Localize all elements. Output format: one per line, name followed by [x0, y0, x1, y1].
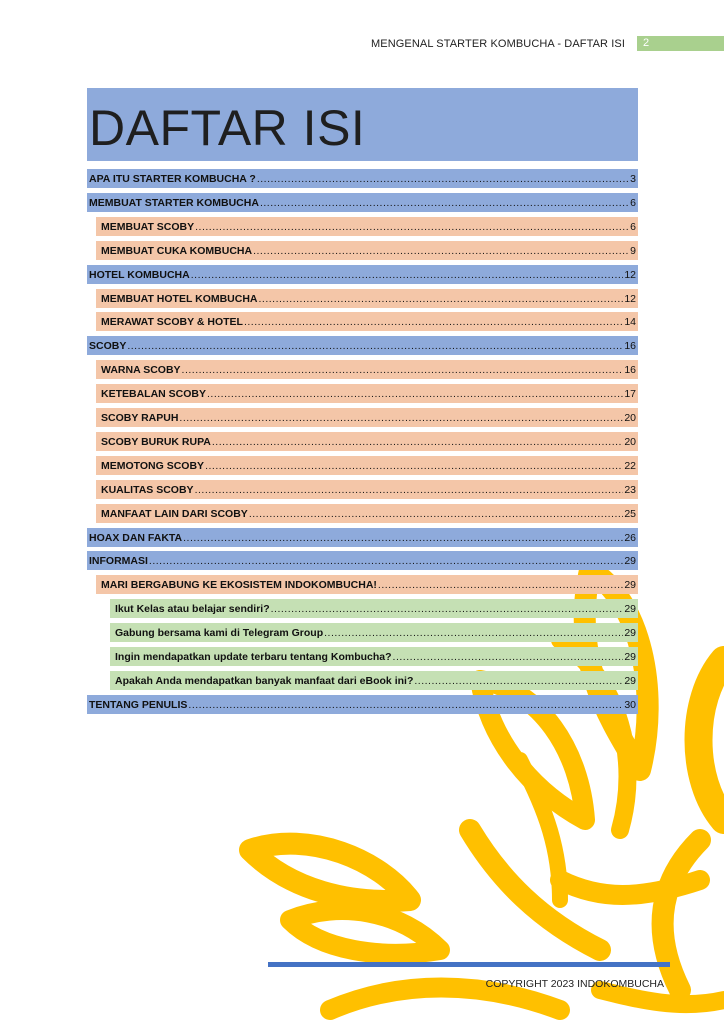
toc-entry-page: 16: [624, 340, 636, 353]
toc-entry-page: 22: [624, 459, 636, 472]
toc-entry-page: 29: [624, 603, 636, 616]
toc-entry-page: 16: [624, 364, 636, 377]
toc-entry[interactable]: [96, 575, 638, 594]
toc-entry-page: 30: [624, 698, 636, 711]
toc-entry[interactable]: [96, 432, 638, 451]
toc-entry[interactable]: [87, 169, 638, 188]
copyright-text: COPYRIGHT 2023 INDOKOMBUCHA: [485, 978, 664, 990]
toc-dot-leader: [188, 699, 623, 711]
toc-entry[interactable]: [96, 360, 638, 379]
toc-entry[interactable]: [87, 265, 638, 284]
toc-entry-page: 29: [624, 579, 636, 592]
toc-dot-leader: [149, 555, 623, 567]
toc-entry-title: SCOBY: [89, 340, 127, 353]
toc-entry-page: 20: [624, 412, 636, 424]
toc-entry-title: WARNA SCOBY: [101, 364, 181, 377]
toc-dot-leader: [182, 364, 624, 376]
toc-entry-page: 6: [630, 196, 636, 209]
toc-entry-page: 3: [630, 173, 636, 185]
toc-dot-leader: [244, 316, 623, 328]
toc-entry[interactable]: [87, 551, 638, 570]
toc-entry-title: APA ITU STARTER KOMBUCHA ?: [89, 173, 256, 185]
toc-heading-band: [87, 88, 638, 161]
toc-entry-page: 20: [624, 435, 636, 448]
toc-entry[interactable]: [96, 289, 638, 308]
toc-dot-leader: [257, 173, 629, 185]
toc-entry-title: SCOBY RAPUH: [101, 412, 179, 424]
toc-entry-page: 12: [624, 292, 636, 305]
toc-dot-leader: [212, 436, 623, 448]
page-number-badge: 2: [637, 36, 724, 51]
toc-entry-page: 29: [624, 674, 636, 687]
toc-entry-page: 29: [624, 627, 636, 640]
toc-entry-title: Gabung bersama kami di Telegram Group: [115, 627, 324, 640]
toc-dot-leader: [191, 269, 624, 281]
toc-entry[interactable]: [96, 217, 638, 236]
toc-dot-leader: [393, 651, 624, 663]
toc-entry[interactable]: [110, 671, 638, 690]
toc-entry[interactable]: [110, 599, 638, 618]
toc-entry-page: 17: [624, 388, 636, 401]
toc-entry[interactable]: [96, 480, 638, 499]
toc-entry[interactable]: [87, 695, 638, 714]
toc-entry[interactable]: [87, 528, 638, 547]
toc-entry-page: 14: [624, 316, 636, 329]
toc-dot-leader: [207, 388, 623, 400]
toc-entry[interactable]: [110, 647, 638, 666]
toc-entry-title: MEMBUAT STARTER KOMBUCHA: [89, 196, 259, 209]
toc-entry-page: 6: [630, 220, 636, 233]
toc-entry-title: Ikut Kelas atau belajar sendiri?: [115, 603, 270, 616]
toc-entry-title: MARI BERGABUNG KE EKOSISTEM INDOKOMBUCHA!: [101, 579, 377, 592]
toc-entry-page: 26: [624, 531, 636, 544]
toc-dot-leader: [183, 532, 623, 544]
toc-dot-leader: [324, 627, 623, 639]
toc-entry-title: HOAX DAN FAKTA: [89, 531, 183, 544]
toc-entry[interactable]: [96, 312, 638, 331]
toc-dot-leader: [127, 340, 623, 352]
toc-dot-leader: [260, 197, 629, 209]
toc-entry-title: MEMBUAT SCOBY: [101, 220, 195, 233]
toc-dot-leader: [378, 579, 623, 591]
toc-entry[interactable]: [96, 504, 638, 523]
toc-entry-title: SCOBY BURUK RUPA: [101, 435, 211, 448]
toc-entry-title: TENTANG PENULIS: [89, 698, 188, 711]
toc-dot-leader: [414, 675, 623, 687]
toc-entry-title: KUALITAS SCOBY: [101, 483, 194, 496]
toc-dot-leader: [253, 245, 629, 257]
toc-entry[interactable]: [110, 623, 638, 642]
toc-entry-title: INFORMASI: [89, 555, 148, 568]
toc-entry-title: HOTEL KOMBUCHA: [89, 268, 190, 281]
toc-entry[interactable]: [96, 408, 638, 427]
toc-dot-leader: [195, 484, 624, 496]
toc-dot-leader: [259, 293, 624, 305]
toc-entry-title: MERAWAT SCOBY & HOTEL: [101, 316, 243, 329]
toc-entry-title: MANFAAT LAIN DARI SCOBY: [101, 507, 248, 520]
toc-entry-title: MEMBUAT HOTEL KOMBUCHA: [101, 292, 258, 305]
toc-dot-leader: [195, 221, 629, 233]
toc-entry-page: 23: [624, 483, 636, 496]
toc-entry-title: Apakah Anda mendapatkan banyak manfaat dari eBook ini?: [115, 674, 414, 687]
toc-entry[interactable]: [96, 456, 638, 475]
toc-entry[interactable]: [96, 241, 638, 260]
toc-entry-page: 9: [630, 244, 636, 257]
toc-entry-title: Ingin mendapatkan update terbaru tentang Kombucha?: [115, 651, 392, 663]
toc-entry[interactable]: [96, 384, 638, 403]
toc-entry-title: KETEBALAN SCOBY: [101, 388, 207, 401]
toc-entry-title: MEMBUAT CUKA KOMBUCHA: [101, 244, 253, 257]
toc-entry-page: 25: [624, 507, 636, 520]
toc-dot-leader: [179, 412, 623, 424]
toc-dot-leader: [205, 460, 623, 472]
toc-entry-page: 12: [624, 268, 636, 281]
page-title: DAFTAR ISI: [89, 100, 366, 156]
toc-dot-leader: [271, 603, 624, 615]
toc-dot-leader: [249, 508, 624, 520]
toc-entry-page: 29: [624, 651, 636, 663]
toc-entry[interactable]: [87, 336, 638, 355]
toc-entry[interactable]: [87, 193, 638, 212]
toc-entry-page: 29: [624, 555, 636, 568]
running-header: MENGENAL STARTER KOMBUCHA - DAFTAR ISI: [371, 38, 625, 50]
toc-entry-title: MEMOTONG SCOBY: [101, 459, 205, 472]
footer-divider: [268, 962, 670, 967]
